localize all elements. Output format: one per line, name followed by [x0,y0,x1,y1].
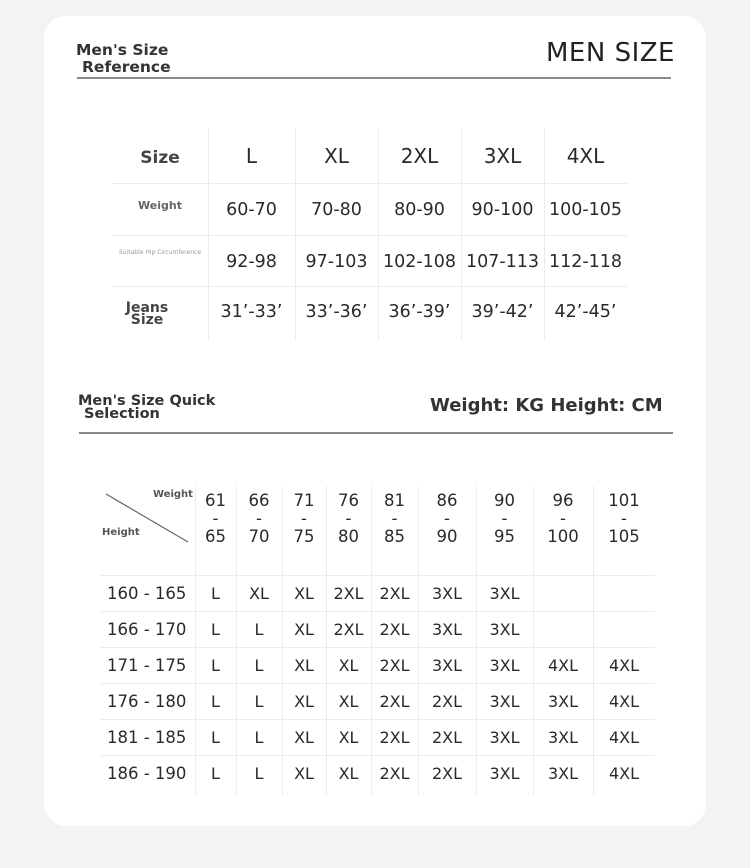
weight-range-to: 70 [248,527,270,546]
weight-range-header [533,492,593,546]
size-cell: 2XL [379,655,410,675]
jeans-label-line2: Size [130,312,164,328]
size-cell: XL [249,583,269,603]
size-cell: XL [294,583,314,603]
size-cell: 2XL [333,583,364,603]
reference-title-line1: Men's Size [76,41,169,59]
size-cell: 4XL [608,763,640,783]
weight-cell: 90-100 [471,200,534,220]
size-header-3xl: 3XL [483,144,522,168]
jeans-cell: 42’-45’ [554,302,617,322]
weight-range-dash: - [301,509,307,528]
size-cell [533,575,593,611]
size-cell: L [254,691,264,711]
jeans-cell: 36’-39’ [388,302,451,322]
size-row-label: Size [140,148,180,168]
size-cell: 2XL [431,691,463,711]
hip-cell: 97-103 [305,251,368,272]
size-cell: 3XL [431,619,463,639]
weight-range-dash: - [501,509,508,528]
weight-cell: 80-90 [394,200,445,220]
size-cell: L [254,763,264,783]
hip-cell: 92-98 [226,251,277,272]
weight-range-from: 90 [494,491,515,510]
size-cell: 3XL [489,763,520,783]
size-cell: XL [294,655,314,675]
weight-range-header [282,492,326,546]
size-header-2xl: 2XL [400,144,439,168]
weight-range-to: 95 [494,527,515,546]
weight-range-header [195,492,236,546]
weight-range-from: 76 [338,491,359,510]
size-cell: 3XL [431,655,463,675]
size-header-4xl: 4XL [566,144,605,168]
weight-range-from: 101 [608,491,640,510]
weight-cell: 60-70 [226,200,277,220]
weight-range-dash: - [256,509,262,528]
weight-range-header [326,492,371,546]
weight-range-dash: - [345,509,352,528]
hip-cell: 112-118 [548,251,623,272]
size-cell: 2XL [379,691,410,711]
height-range-label: 166 - 170 [107,619,187,639]
weight-range-to: 80 [338,527,359,546]
weight-range-to: 90 [436,527,458,546]
size-cell [593,611,655,647]
reference-title-line2: Reference [82,58,171,76]
size-cell: 4XL [547,655,579,675]
size-cell: XL [338,727,359,747]
size-cell [533,611,593,647]
size-header-l: L [245,144,258,168]
corner-weight-label: Weight [153,489,193,500]
weight-range-header [236,492,282,546]
hip-cell: 107-113 [465,251,540,272]
weight-row-label: Weight [138,198,182,212]
height-range-label: 176 - 180 [107,691,187,711]
size-cell: L [211,583,220,603]
weight-range-header [476,492,533,546]
size-cell: 3XL [431,583,463,603]
weight-range-from: 81 [384,491,405,510]
size-cell: XL [294,727,314,747]
height-range-label: 186 - 190 [107,763,187,783]
weight-range-header [371,492,418,546]
jeans-cell: 31’-33’ [220,302,283,322]
weight-range-header [593,492,655,546]
quick-title-line1: Men's Size Quick [78,393,216,409]
height-range-label: 181 - 185 [107,727,187,747]
hip-row-label: Suitable Hip Circumference [118,248,202,256]
jeans-cell: 33’-36’ [305,302,368,322]
size-cell: 3XL [547,763,579,783]
weight-range-to: 75 [293,527,315,546]
jeans-cell: 39’-42’ [471,302,534,322]
reference-divider [77,77,671,79]
weight-range-to: 100 [547,527,579,546]
size-cell: 2XL [379,619,410,639]
quick-title [78,395,215,421]
weight-range-to: 105 [608,527,640,546]
size-cell: XL [338,655,359,675]
size-cell: XL [294,763,314,783]
size-cell: L [254,727,264,747]
weight-cell: 70-80 [311,200,362,220]
size-cell: 3XL [489,619,520,639]
jeans-row-label [112,296,182,332]
size-cell: L [254,619,264,639]
size-cell: 4XL [608,655,640,675]
quick-divider [79,432,673,434]
size-cell: 4XL [608,691,640,711]
size-cell: 2XL [431,727,463,747]
weight-range-to: 85 [384,527,405,546]
size-cell: 2XL [431,763,463,783]
weight-range-to: 65 [205,527,226,546]
size-cell: L [211,691,220,711]
size-cell: 3XL [489,655,520,675]
size-cell: 3XL [489,727,520,747]
size-cell: 3XL [547,691,579,711]
units-label: Weight: KG Height: CM [430,395,663,416]
size-cell: L [211,619,220,639]
men-size-heading: MEN SIZE [546,38,675,68]
size-cell: 2XL [379,583,410,603]
weight-range-dash: - [560,509,566,528]
weight-range-from: 71 [293,491,315,510]
corner-height-label: Height [102,527,140,538]
size-cell: 3XL [489,583,520,603]
size-cell: 2XL [379,763,410,783]
size-cell: 4XL [608,727,640,747]
weight-range-dash: - [212,509,219,528]
weight-range-from: 61 [205,491,226,510]
weight-cell: 100-105 [548,200,623,220]
size-cell: 3XL [547,727,579,747]
weight-range-from: 86 [436,491,458,510]
weight-range-dash: - [444,509,450,528]
size-cell: 2XL [379,727,410,747]
size-cell: 3XL [489,691,520,711]
weight-range-header [418,492,476,546]
size-cell: XL [338,763,359,783]
hip-cell: 102-108 [382,251,457,272]
quick-title-line2: Selection [84,406,160,422]
size-cell: L [211,655,220,675]
size-cell: L [211,727,220,747]
size-header-xl: XL [324,144,349,168]
height-range-label: 160 - 165 [107,583,187,603]
size-cell: XL [294,691,314,711]
height-range-label: 171 - 175 [107,655,187,675]
weight-range-dash: - [391,509,398,528]
reference-title [76,42,171,76]
weight-range-from: 96 [552,491,574,510]
size-cell: XL [294,619,314,639]
size-cell: 2XL [333,619,364,639]
size-cell: L [254,655,264,675]
weight-range-from: 66 [248,491,270,510]
size-cell: XL [338,691,359,711]
size-cell [593,575,655,611]
jeans-label-line1: Jeans [125,300,169,316]
weight-range-dash: - [621,509,627,528]
size-cell: L [211,763,220,783]
